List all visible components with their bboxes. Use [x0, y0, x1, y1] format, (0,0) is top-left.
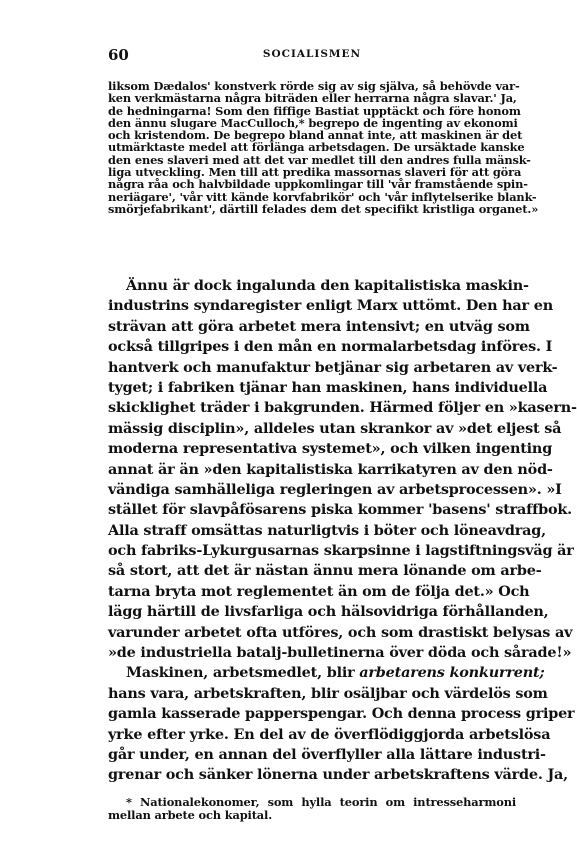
body-line: yrke efter yrke. En del av de överflödiggjorda arbetslösa [108, 725, 551, 743]
page-number: 60 [108, 46, 129, 64]
paragraph-2-first-line [108, 663, 545, 683]
body-line: så stort, att det är nästan ännu mera lönande om arbe- [108, 562, 542, 580]
body-line: grenar och sänker lönerna under arbetskraftens värde. Ja, [108, 766, 568, 784]
page-header [108, 46, 516, 66]
running-head: SOCIALISMEN [262, 48, 362, 60]
body-line: hantverk och manufaktur betjänar sig arbetaren av verk- [108, 358, 558, 376]
quote-line: de hedningarna! Som den fiffige Bastiat upptäckt och före honom [108, 103, 521, 118]
body-line: skicklighet träder i bakgrunden. Härmed följer en »kasern- [108, 399, 577, 417]
quote-line: den enes slaveri med att det var medlet till den andres fulla mänsk- [108, 152, 531, 167]
body-line: mässig disciplin», alldeles utan skrankor av »det eljest så [108, 419, 562, 437]
quote-line: neriägare', 'vår vitt kände korvfabrikör' och 'vår inflytelserike blank- [108, 189, 537, 204]
body-line: tarna bryta mot reglementet än om de följa det.» Och [108, 582, 530, 600]
body-line: vändiga samhälleliga regleringen av arbetsprocessen». »I [108, 480, 562, 498]
body-line: och fabriks-Lykurgusarnas skarpsinne i lagstiftningsväg är [108, 542, 574, 560]
body-line: annat är än »den kapitalistiska karrikatyren av den nöd- [108, 460, 553, 478]
paragraph-2-lead: Maskinen, arbetsmedlet, blir [126, 664, 360, 682]
footnote [108, 796, 516, 822]
body-line: industrins syndaregister enligt Marx uttömt. Den har en [108, 297, 553, 315]
body-line: moderna representativa systemet», och vilken ingenting [108, 440, 553, 458]
body-line: Alla straff omsättas naturligtvis i böter och löneavdrag, [108, 521, 546, 539]
quote-line: och kristendom. De begrepo bland annat inte, att maskinen är det [108, 128, 523, 143]
body-line: stället för slavpåfösarens piska kommer 'basens' straffbok. [108, 501, 572, 519]
quote-line: liksom Dædalos' konstverk rörde sig av sig själva, så behövde var- [108, 79, 520, 93]
body-line: gamla kasserade papperspengar. Och denna process griper [108, 705, 575, 723]
italic-phrase: arbetarens konkurrent; [359, 664, 545, 682]
body-line: går under, en annan del överflyller alla lättare industri- [108, 745, 546, 763]
quote-line: liga utveckling. Men till att predika massornas slaveri för att göra [108, 165, 522, 180]
quote-line: utmärktaste medel att förlänga arbetsdagen. De ursäktade kanske [108, 140, 525, 155]
quote-line: smörjefabrikant', därtill felades dem det specifikt kristliga organet.» [108, 201, 539, 216]
footnote-line: * Nationalekonomer, som hylla teorin om intresseharmoni [126, 795, 516, 809]
body-line: »de industriella batalj-bulletinerna över döda och sårade!» [108, 644, 572, 662]
body-text [108, 276, 577, 786]
body-line: hans vara, arbetskraften, blir osäljbar och värdelös som [108, 684, 548, 702]
body-line: varunder arbetet ofta utföres, och som drastiskt belysas av [108, 623, 573, 641]
body-line: också tillgripes i den mån en normalarbetsdag införes. I [108, 338, 553, 356]
quote-line: den ännu slugare MacCulloch,* begrepo de ingenting av ekonomi [108, 115, 518, 130]
body-line: tyget; i fabriken tjänar han maskinen, hans individuella [108, 378, 548, 396]
footnote-line: mellan arbete och kapital. [108, 808, 273, 822]
body-line: lägg härtill de livsfarliga och hälsovidriga förhållanden, [108, 603, 549, 621]
quote-line: ken verkmästarna några biträden eller herrarna några slavar.' Ja, [108, 91, 517, 106]
quote-line: några råa och halvbildade uppkomlingar till 'vår framstående spin- [108, 177, 528, 192]
body-line: Ännu är dock ingalunda den kapitalistiska maskin- [126, 277, 529, 294]
quotation-block [108, 79, 539, 216]
body-line: strävan att göra arbetet mera intensivt; en utväg som [108, 317, 530, 335]
